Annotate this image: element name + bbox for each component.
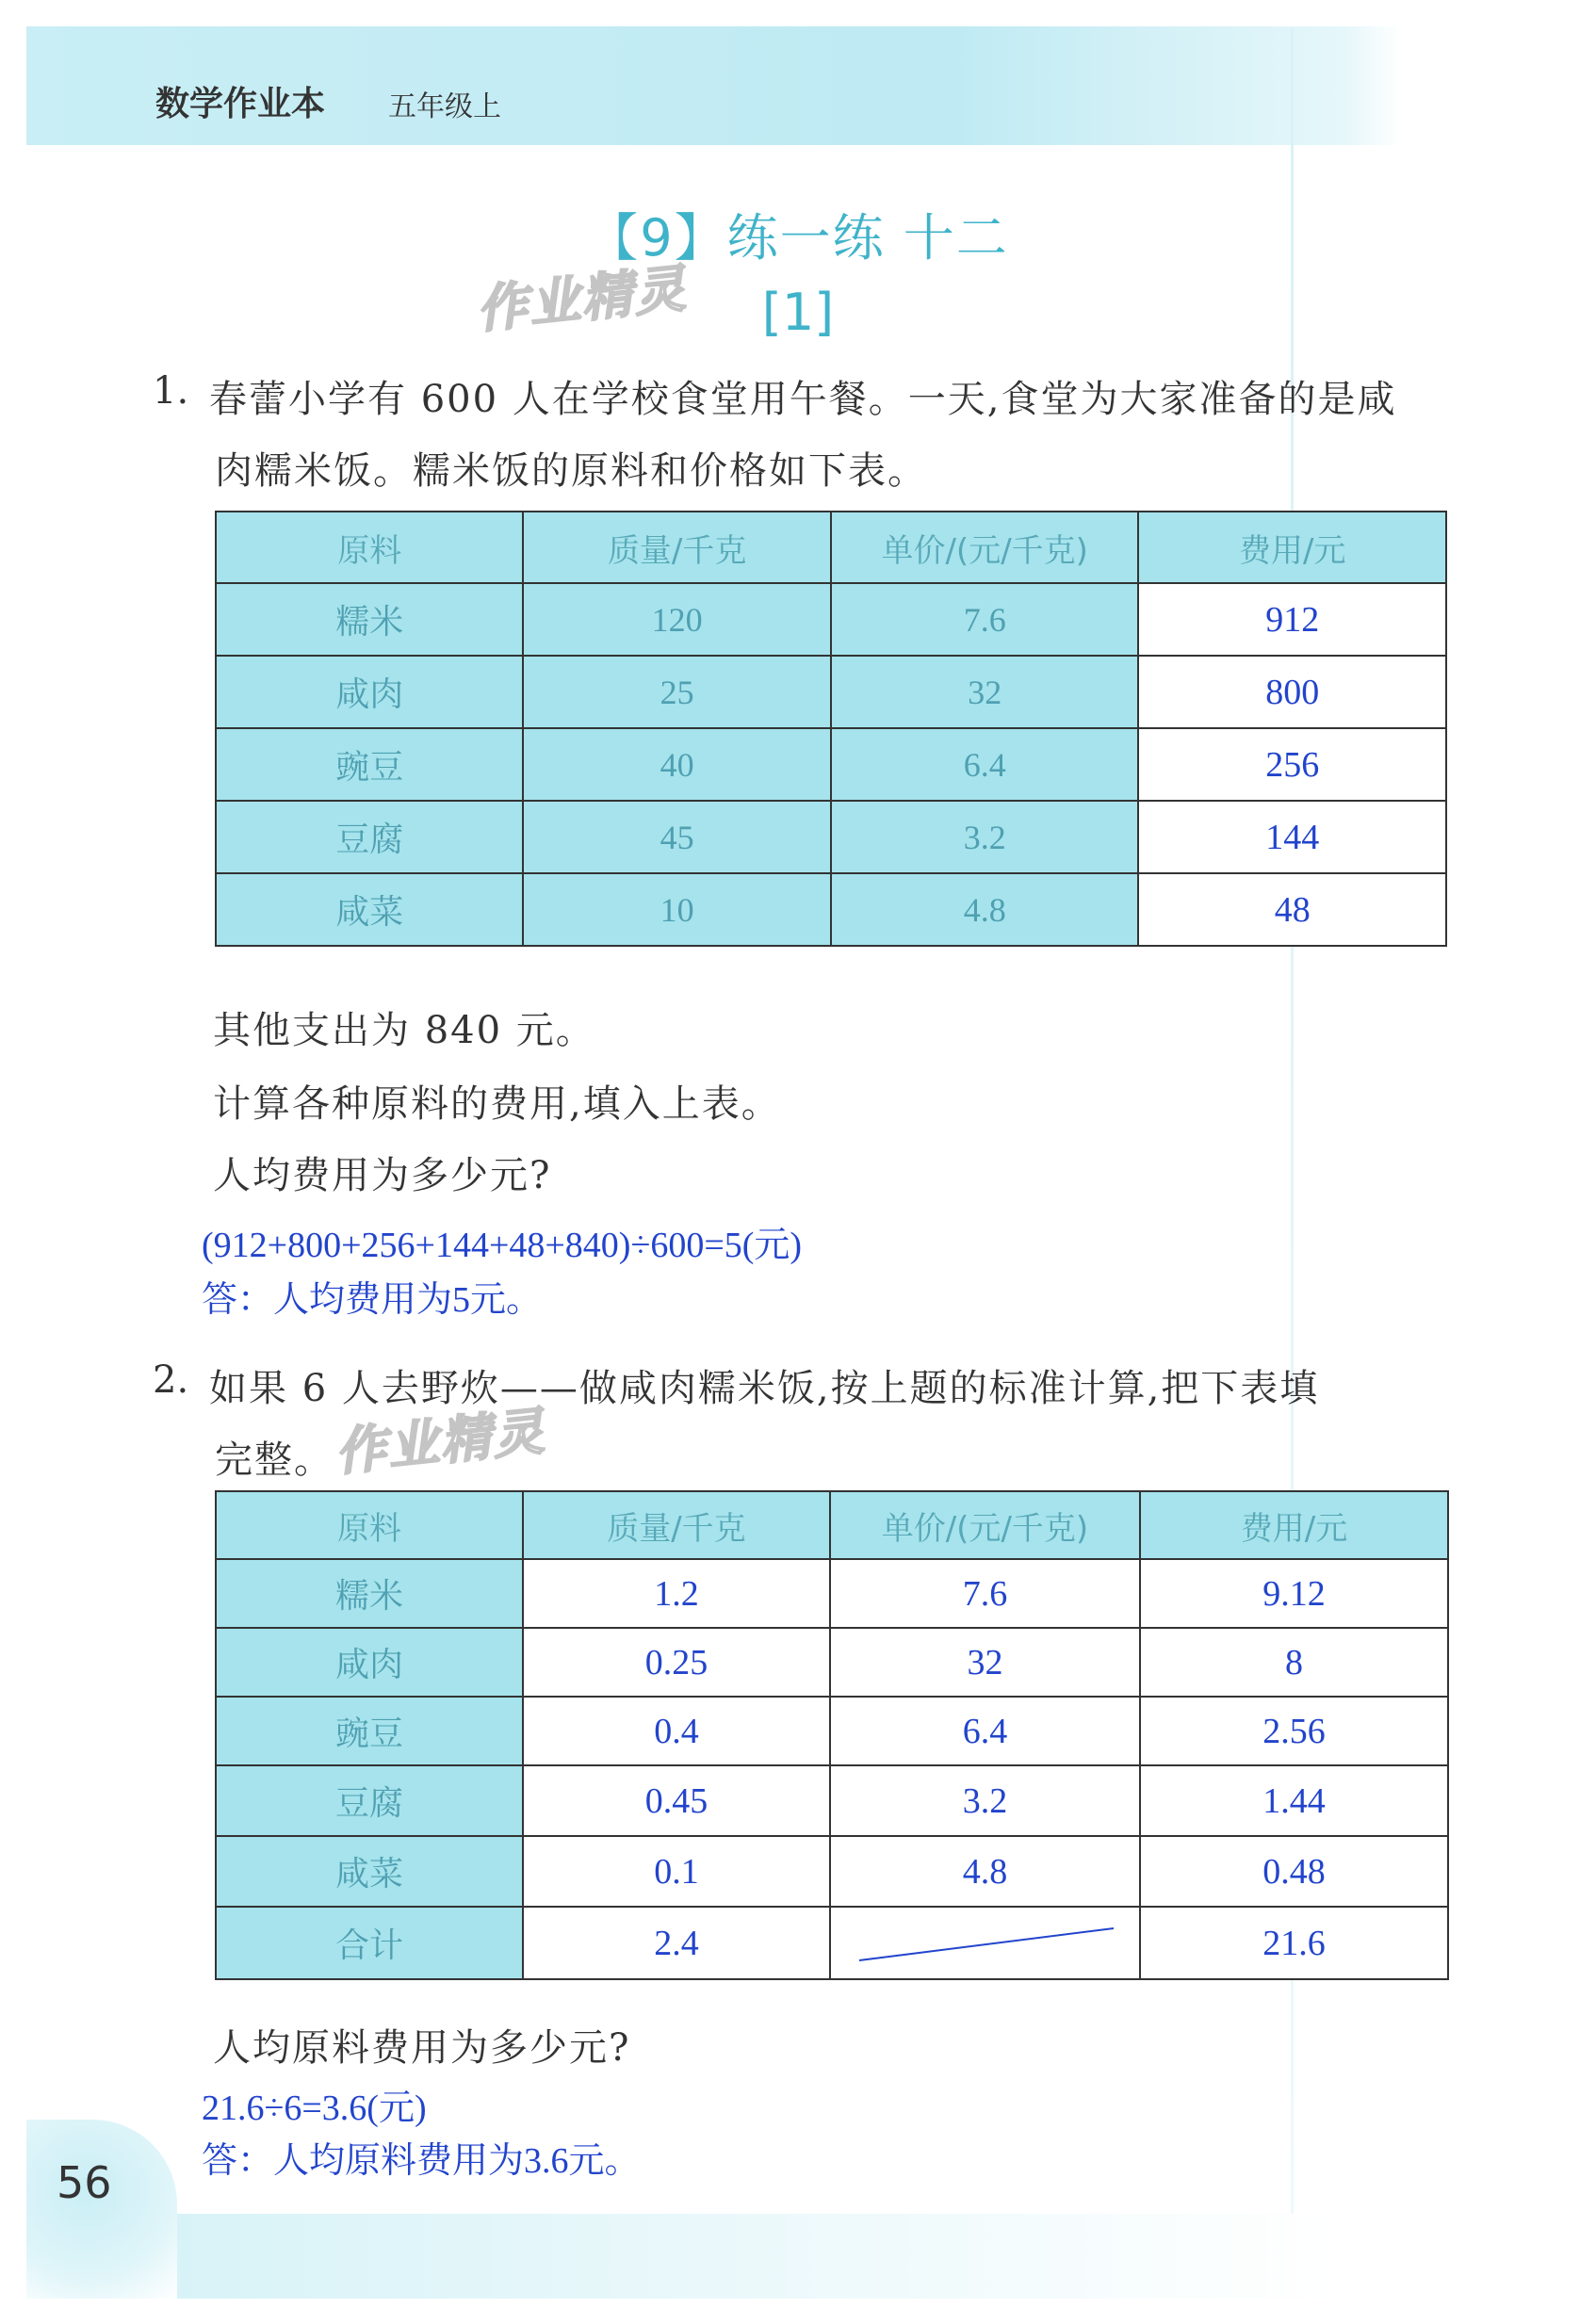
ingredients-table-1 bbox=[215, 511, 1447, 947]
total-label: 合计 bbox=[216, 1907, 523, 1979]
cost-cell: 8 bbox=[1140, 1628, 1448, 1697]
ingredient-name: 糯米 bbox=[216, 583, 523, 656]
table-row bbox=[216, 1765, 1448, 1836]
header-cell: 质量/千克 bbox=[523, 512, 830, 583]
cost-cell: 1.44 bbox=[1140, 1765, 1448, 1836]
price-cell: 6.4 bbox=[831, 728, 1139, 801]
price-cell: 32 bbox=[831, 656, 1139, 728]
book-title: 数学作业本 bbox=[155, 85, 326, 123]
table-row bbox=[216, 1697, 1448, 1765]
answer-2-formula: 21.6÷6=3.6(元) bbox=[202, 2088, 427, 2128]
cost-cell: 256 bbox=[1138, 728, 1446, 801]
mass-cell: 0.1 bbox=[523, 1836, 830, 1907]
mass-cell: 0.4 bbox=[523, 1697, 830, 1765]
question-2-number: 2. bbox=[153, 1358, 189, 1402]
question-1-line-2: 肉糯米饭。糯米饭的原料和价格如下表。 bbox=[215, 449, 927, 493]
ingredient-name: 咸肉 bbox=[216, 656, 523, 728]
price-cell: 32 bbox=[830, 1628, 1140, 1697]
price-cell: 3.2 bbox=[830, 1765, 1140, 1836]
mass-cell: 1.2 bbox=[523, 1559, 830, 1628]
task-text: 计算各种原料的费用,填入上表。 bbox=[213, 1082, 781, 1126]
cost-cell: 48 bbox=[1138, 873, 1446, 946]
cost-cell: 144 bbox=[1138, 801, 1446, 873]
price-cell: 6.4 bbox=[830, 1697, 1140, 1765]
price-cell: 7.6 bbox=[830, 1559, 1140, 1628]
total-mass: 2.4 bbox=[523, 1907, 830, 1979]
ingredient-name: 豆腐 bbox=[216, 801, 523, 873]
header-cell: 原料 bbox=[216, 512, 523, 583]
cost-cell: 0.48 bbox=[1140, 1836, 1448, 1907]
ingredient-name: 豌豆 bbox=[216, 1697, 523, 1765]
cost-cell: 2.56 bbox=[1140, 1697, 1448, 1765]
header-cell: 质量/千克 bbox=[523, 1491, 830, 1559]
price-cell: 4.8 bbox=[830, 1836, 1140, 1907]
header-cell: 单价/(元/千克) bbox=[831, 512, 1139, 583]
page-number: 56 bbox=[57, 2157, 112, 2208]
mass-cell: 45 bbox=[523, 801, 830, 873]
ingredient-name: 咸菜 bbox=[216, 873, 523, 946]
other-expenses: 其他支出为 840 元。 bbox=[213, 1009, 595, 1052]
grade-label: 五年级上 bbox=[388, 90, 501, 123]
question-1-ask: 人均费用为多少元? bbox=[213, 1154, 552, 1197]
ingredients-table-2 bbox=[215, 1490, 1449, 1980]
question-2-ask: 人均原料费用为多少元? bbox=[213, 2026, 631, 2070]
ingredient-name: 咸肉 bbox=[216, 1628, 523, 1697]
table-row bbox=[216, 583, 1446, 656]
strike-cell bbox=[830, 1907, 1140, 1979]
mass-cell: 25 bbox=[523, 656, 830, 728]
question-1-number: 1. bbox=[153, 369, 189, 413]
header-cell: 单价/(元/千克) bbox=[830, 1491, 1140, 1559]
mass-cell: 0.25 bbox=[523, 1628, 830, 1697]
mass-cell: 40 bbox=[523, 728, 830, 801]
ingredient-name: 咸菜 bbox=[216, 1836, 523, 1907]
table-row bbox=[216, 656, 1446, 728]
lesson-subtitle: [1] bbox=[761, 283, 835, 342]
mass-cell: 10 bbox=[523, 873, 830, 946]
cost-cell: 9.12 bbox=[1140, 1559, 1448, 1628]
price-cell: 7.6 bbox=[831, 583, 1139, 656]
total-cost: 21.6 bbox=[1140, 1907, 1448, 1979]
price-cell: 3.2 bbox=[831, 801, 1139, 873]
cost-cell: 800 bbox=[1138, 656, 1446, 728]
table-row bbox=[216, 1628, 1448, 1697]
header-cell: 费用/元 bbox=[1140, 1491, 1448, 1559]
cost-cell: 912 bbox=[1138, 583, 1446, 656]
table-row bbox=[216, 1836, 1448, 1907]
answer-1-text: 答：人均费用为5元。 bbox=[202, 1280, 543, 1320]
mass-cell: 0.45 bbox=[523, 1765, 830, 1836]
answer-1-formula: (912+800+256+144+48+840)÷600=5(元) bbox=[202, 1226, 803, 1265]
footer-band bbox=[113, 2214, 1338, 2299]
question-2-line-2: 完整。 bbox=[215, 1438, 334, 1482]
header-cell: 费用/元 bbox=[1138, 512, 1446, 583]
table-row bbox=[216, 728, 1446, 801]
price-cell: 4.8 bbox=[831, 873, 1139, 946]
page-corner-decoration bbox=[26, 2120, 177, 2299]
table-row bbox=[216, 873, 1446, 946]
header-cell: 原料 bbox=[216, 1491, 523, 1559]
table-row bbox=[216, 801, 1446, 873]
ingredient-name: 豆腐 bbox=[216, 1765, 523, 1836]
question-2-line-1: 如果 6 人去野炊——做咸肉糯米饭,按上题的标准计算,把下表填 bbox=[209, 1367, 1320, 1410]
table-row-total bbox=[216, 1907, 1448, 1979]
lesson-title: 【9】练一练 十二 bbox=[587, 208, 1009, 268]
table-row bbox=[216, 1559, 1448, 1628]
watermark: 作业精灵 bbox=[332, 1401, 549, 1483]
answer-2-text: 答：人均原料费用为3.6元。 bbox=[202, 2141, 641, 2181]
mass-cell: 120 bbox=[523, 583, 830, 656]
watermark: 作业精灵 bbox=[473, 258, 691, 340]
ingredient-name: 糯米 bbox=[216, 1559, 523, 1628]
strike-line bbox=[831, 1908, 1139, 1978]
question-1-line-1: 春蕾小学有 600 人在学校食堂用午餐。一天,食堂为大家准备的是咸 bbox=[209, 378, 1397, 421]
ingredient-name: 豌豆 bbox=[216, 728, 523, 801]
